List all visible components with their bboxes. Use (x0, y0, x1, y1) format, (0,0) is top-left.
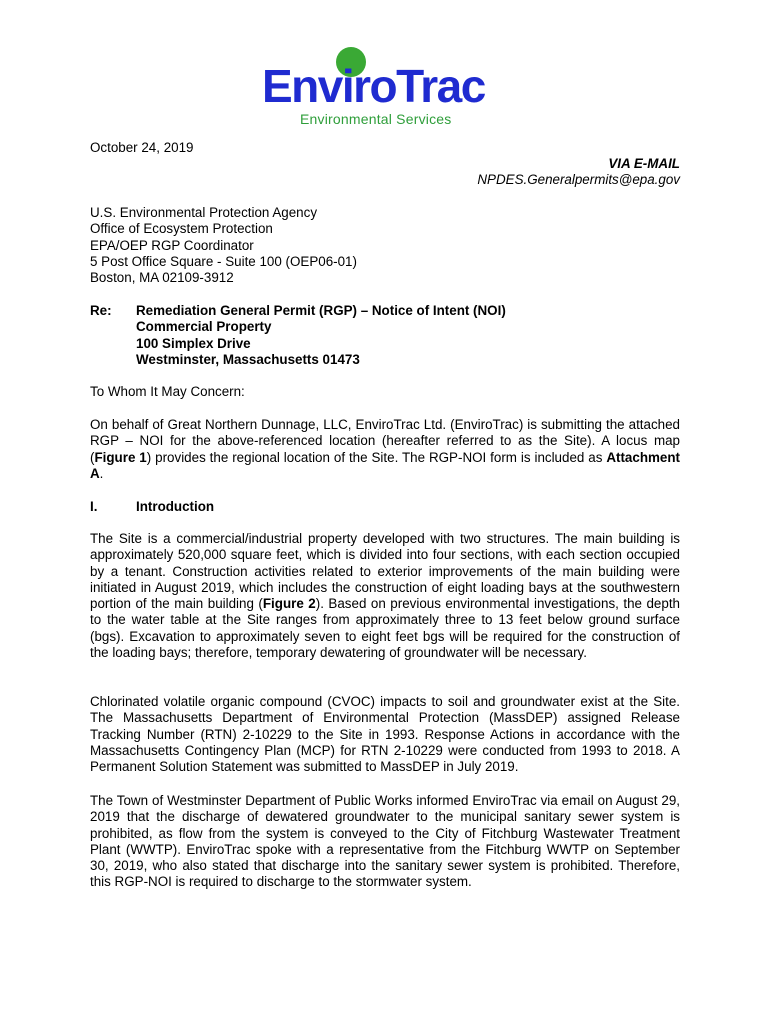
subject-line: Commercial Property (136, 319, 272, 335)
intro-text: On behalf of Great Northern Dunnage, LLC, EnviroTrac Ltd. (EnviroTrac) is submitting the attached RGP – NOI for the above-referenced location (hereafter referred to as the Site). A locus map ( (90, 417, 680, 465)
site-description-paragraph (90, 531, 680, 661)
intro-text: ) provides the regional location of the Site. The RGP-NOI form is included as (146, 449, 607, 465)
subject-line: Remediation General Permit (RGP) – Notice of Intent (NOI) (136, 303, 506, 318)
address-line: Boston, MA 02109-3912 (90, 270, 234, 286)
recipient-address (90, 205, 680, 286)
paragraph-text: ). Based on previous environmental investigations, the depth to the water table at the Site ranges from approximately three to 13 feet below ground surface (bgs). Excavation to approximately seven to eight feet bgs will be required for the construction of the loading bays; therefore, temporary dewatering of groundwater will be necessary. (90, 596, 680, 661)
section-title: Introduction (136, 499, 215, 514)
address-line: EPA/OEP RGP Coordinator (90, 237, 254, 253)
figure-2-ref: Figure 2 (262, 596, 316, 612)
subject-line: 100 Simplex Drive (136, 335, 251, 351)
intro-text: . (99, 465, 104, 481)
subject-lines (136, 303, 696, 368)
delivery-method: VIA E-MAIL (608, 156, 680, 171)
envirotrac-logo (262, 45, 498, 129)
subject-line: Westminster, Massachusetts 01473 (136, 351, 360, 367)
attachment-a-ref: Attachment A (90, 449, 680, 481)
figure-1-ref: Figure 1 (94, 449, 147, 465)
subject-label: Re: (90, 303, 112, 318)
logo-tagline: Environmental Services (300, 111, 452, 127)
intro-paragraph (90, 417, 680, 482)
letter-date: October 24, 2019 (90, 140, 194, 155)
address-line: 5 Post Office Square - Suite 100 (OEP06-01) (90, 253, 357, 269)
delivery-email: NPDES.Generalpermits@epa.gov (477, 172, 680, 188)
delivery-block (477, 156, 680, 189)
paragraph-text: The Site is a commercial/industrial property developed with two structures. The main building is approximately 520,000 square feet, which is divided into four sections, with each section occupied by a tenant. Construction activities related to exterior improvements of the main building were initiated in August 2019, which includes the construction of eight loading bays at the southwestern portion of the main building ( (90, 531, 680, 612)
logo-wordmark: EnviroTrac (262, 60, 485, 112)
address-line: U.S. Environmental Protection Agency (90, 205, 318, 220)
cvoc-paragraph: Chlorinated volatile organic compound (CVOC) impacts to soil and groundwater exist at the Site. The Massachusetts Department of Environmental Protection (MassDEP) assigned Release Tracking Number (RTN) 2-10229 to the Site in 1993. Response Actions in accordance with the Massachusetts Contingency Plan (MCP) for RTN 2-10229 were conducted from 1993 to 2018. A Permanent Solution Statement was submitted to MassDEP in July 2019. (90, 694, 680, 775)
discharge-paragraph: The Town of Westminster Department of Public Works informed EnviroTrac via email on August 29, 2019 that the discharge of dewatered groundwater to the municipal sanitary sewer system is prohibited, as flow from the system is conveyed to the City of Fitchburg Wastewater Treatment Plant (WWTP). EnviroTrac spoke with a representative from the Fitchburg WWTP on September 30, 2019, who also stated that discharge into the sanitary sewer system is prohibited. Therefore, this RGP-NOI is required to discharge to the stormwater system. (90, 793, 680, 890)
address-line: Office of Ecosystem Protection (90, 221, 273, 237)
salutation: To Whom It May Concern: (90, 384, 245, 399)
section-number: I. (90, 499, 98, 514)
